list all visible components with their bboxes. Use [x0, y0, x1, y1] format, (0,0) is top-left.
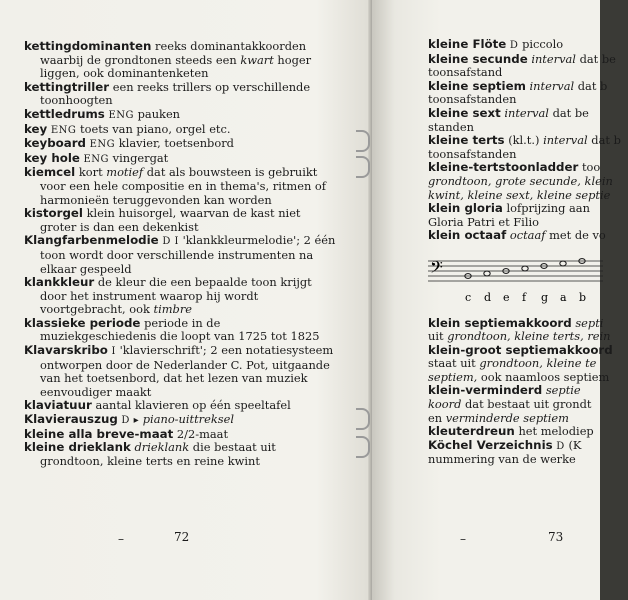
dictionary-entry — [24, 344, 340, 399]
entry-it: grondtoon, kleine terts, rein — [447, 329, 611, 344]
entry-body: kort — [78, 165, 107, 180]
entry-tail: dat be — [548, 105, 589, 120]
entry-body: 2/2-maat — [176, 426, 229, 441]
entry-body: 'klavierschrift'; 2 een notatiesysteem ontworpen door de Nederlander C. Pot, uitgaande van het toetsenbord, dat het lezen van muziek eenvoudiger maakt — [40, 343, 334, 399]
bass-clef-icon: 𝄢 — [430, 256, 443, 281]
dictionary-entry — [24, 152, 340, 167]
entry-tail: met de vo — [545, 228, 606, 243]
entry-body: klavier, toetsenbord — [118, 136, 234, 151]
entry-tag: D — [509, 40, 519, 51]
dictionary-entry — [428, 229, 628, 243]
entry-hw: klein-verminderd — [428, 383, 543, 398]
entry-body: staat uit — [428, 356, 480, 371]
entry-body: toonsafstanden — [428, 92, 517, 107]
entry-body: too — [581, 160, 601, 175]
entry-hw: kleine drieklank — [24, 440, 131, 455]
dictionary-entry — [428, 202, 628, 216]
entry-it: drieklank — [134, 440, 190, 455]
entry-continuation — [428, 121, 628, 135]
dictionary-entry — [24, 317, 340, 344]
entry-hw: klankkleur — [24, 275, 95, 290]
entry-body: toonsafstand — [428, 65, 503, 80]
dictionary-entry — [24, 441, 340, 468]
entry-body: toets van piano, orgel etc. — [80, 121, 231, 136]
dictionary-entry — [428, 161, 628, 175]
entry-tail: dat be — [575, 51, 616, 66]
left-page-dash: – — [118, 532, 124, 546]
staple — [356, 408, 370, 430]
staff-note — [560, 261, 566, 266]
note-label: c — [465, 290, 472, 304]
entry-it: piano-uittreksel — [142, 412, 234, 427]
entry-tag: ENG — [83, 153, 110, 165]
entry-hw: Köchel Verzeichnis — [428, 437, 553, 452]
entry-body: toonsafstanden — [428, 146, 517, 161]
entry-it: grondtoon, kleine te — [479, 356, 597, 371]
entry-tail: dat b — [587, 133, 621, 148]
entry-body: en — [428, 410, 446, 425]
entry-continuation — [428, 330, 628, 344]
entry-body: 'klankkleurmelodie'; 2 één toon wordt door verschillende instrumenten na elkaar gespeeld — [40, 233, 336, 276]
entry-hw: key — [24, 121, 48, 136]
entry-it: kwart — [240, 52, 274, 67]
entry-it: interval — [504, 105, 549, 120]
entry-tail: die bestaat uit grondtoon, kleine terts en reine kwint — [40, 440, 276, 468]
entry-tag: ENG — [89, 139, 116, 151]
entry-hw: kleine alla breve-maat — [24, 426, 174, 441]
entry-tag: I — [111, 346, 116, 358]
dictionary-entry — [428, 80, 628, 94]
entry-hw: Klavarskribo — [24, 343, 108, 358]
entry-tail: dat bestaat uit grondt — [461, 397, 592, 412]
right-page-dash: – — [460, 532, 466, 546]
entry-it: septi — [575, 315, 604, 330]
entry-hw: kistorgel — [24, 206, 83, 221]
entry-continuation — [428, 371, 628, 385]
entry-tail: dat b — [574, 78, 608, 93]
entry-hw: klein gloria — [428, 201, 503, 216]
entry-hw: klein octaaf — [428, 228, 507, 243]
dictionary-entry — [24, 166, 340, 207]
dictionary-entry — [24, 234, 340, 276]
entry-body: (K — [568, 437, 582, 452]
entry-it: motief — [106, 165, 144, 180]
entry-tail: dat als bouwsteen is gebruikt voor een hele compositie en in thema's, ritmen of harmonieën teruggevonden kan worden — [40, 165, 326, 207]
entry-body: de kleur die een bepaalde toon krijgt door het instrument waarop hij wordt voortgebracht, ook — [40, 275, 312, 317]
entry-hw: kleine septiem — [428, 78, 526, 93]
entry-hw: kleuterdreun — [428, 424, 515, 439]
entry-it: interval — [529, 78, 575, 93]
entry-body: piccolo — [522, 37, 564, 51]
dictionary-entry — [24, 81, 340, 108]
left-entries — [24, 40, 340, 468]
entry-body: periode in de muziekgeschiedenis die loopt van 1725 tot 1825 — [40, 315, 320, 344]
staff-note — [522, 266, 528, 271]
dictionary-entry — [24, 108, 340, 123]
entry-hw: klaviatuur — [24, 398, 92, 413]
entry-hw: klein septiemakkoord — [428, 315, 572, 330]
entry-hw: Klavierauszug — [24, 412, 118, 427]
note-label: d — [484, 290, 492, 304]
entry-continuation — [428, 216, 628, 230]
note-label: g — [541, 290, 549, 304]
entry-hw: klassieke periode — [24, 315, 141, 330]
dictionary-entry — [428, 439, 628, 454]
note-label: a — [560, 290, 567, 304]
entry-it: octaaf — [509, 228, 546, 243]
entry-continuation — [428, 357, 628, 371]
entry-hw: kleine Flöte — [428, 37, 507, 51]
entry-body: (kl.t.) — [508, 133, 544, 148]
entry-tag: ENG — [108, 109, 134, 121]
entry-hw: kettledrums — [24, 106, 105, 121]
entry-body: het melodiep — [518, 424, 594, 439]
dictionary-entry — [428, 317, 628, 331]
entry-tag: D — [556, 440, 565, 452]
entry-it: interval — [531, 51, 576, 66]
entry-body: lofprijzing aan — [506, 201, 590, 216]
music-staff — [428, 257, 603, 305]
staff-note — [484, 271, 490, 276]
entry-body: klein huisorgel, waarvan de kast niet groter is dan een dekenkist — [40, 206, 301, 234]
entry-it: kwint, kleine sext, kleine septie — [428, 187, 611, 202]
entry-it: interval — [543, 133, 588, 148]
dictionary-entry — [24, 413, 340, 428]
dictionary-entry — [24, 276, 340, 317]
entry-body: standen — [428, 119, 474, 134]
entry-continuation — [428, 66, 628, 80]
entry-hw: Klangfarbenmelodie — [24, 233, 159, 248]
entry-hw: kleine secunde — [428, 51, 528, 66]
dictionary-entry — [428, 134, 628, 148]
staple — [356, 156, 370, 178]
entry-body: aantal klavieren op één speeltafel — [95, 398, 291, 413]
dictionary-entry — [24, 428, 340, 442]
entry-it: timbre — [153, 302, 193, 317]
entry-tag: D I — [162, 236, 179, 248]
entry-continuation — [428, 175, 628, 189]
entry-hw: kettingdominanten — [24, 39, 152, 53]
dictionary-entry — [428, 425, 628, 439]
note-label: b — [579, 290, 587, 304]
entry-it: septie — [545, 383, 581, 398]
entry-hw: kiemcel — [24, 165, 76, 180]
entry-body: vingergat — [112, 150, 169, 165]
entry-continuation — [428, 189, 628, 203]
note-label: e — [503, 290, 510, 304]
entry-body: reeks dominantakkoorden waarbij de grondtonen steeds een — [40, 39, 307, 67]
entry-body: een reeks trillers op verschillende toonhoogten — [40, 79, 311, 108]
dictionary-entry — [428, 384, 628, 398]
note-label: f — [522, 290, 527, 304]
entry-it: grondtoon, grote secunde, klein — [428, 173, 613, 188]
entry-continuation — [428, 412, 628, 426]
dictionary-entry — [24, 40, 340, 81]
entry-hw: kleine-tertstoonladder — [428, 160, 579, 175]
entry-hw: kleine sext — [428, 105, 501, 120]
dictionary-entry — [428, 344, 628, 358]
dictionary-entry — [24, 137, 340, 152]
entry-it: koord — [428, 397, 462, 412]
entry-body: pauken — [137, 106, 181, 121]
dictionary-entry — [428, 38, 628, 53]
dictionary-entry — [428, 53, 628, 67]
dictionary-entry — [428, 107, 628, 121]
entry-tail: ook naamloos septiem — [477, 369, 610, 384]
entry-body: nummering van de werke — [428, 452, 576, 467]
entry-continuation — [428, 398, 628, 412]
entry-hw: kettingtriller — [24, 79, 110, 94]
entry-it: verminderde septiem — [445, 410, 569, 425]
dictionary-entry — [24, 123, 340, 138]
staple — [356, 436, 370, 458]
entry-continuation — [428, 93, 628, 107]
entry-body: uit — [428, 329, 448, 344]
entry-continuation — [428, 148, 628, 162]
entry-tag: ENG — [50, 124, 77, 136]
entry-hw: kleine terts — [428, 133, 505, 148]
entry-it: septiem, — [428, 369, 478, 384]
left-page-number: 72 — [174, 530, 190, 544]
entry-continuation — [428, 453, 628, 467]
dictionary-entry — [24, 399, 340, 413]
entry-body: Gloria Patri et Filio — [428, 214, 539, 229]
entry-tag: D ▸ — [121, 415, 140, 427]
staple — [356, 130, 370, 152]
entry-hw: keyboard — [24, 136, 86, 151]
entry-hw: key hole — [24, 150, 80, 165]
entry-hw: klein-groot septiemakkoord — [428, 342, 613, 357]
entry-tail: hoger liggen, ook dominantenketen — [40, 52, 312, 81]
right-page — [372, 0, 621, 600]
right-entries — [428, 38, 628, 467]
right-page-number: 73 — [548, 530, 564, 544]
dictionary-entry — [24, 207, 340, 234]
